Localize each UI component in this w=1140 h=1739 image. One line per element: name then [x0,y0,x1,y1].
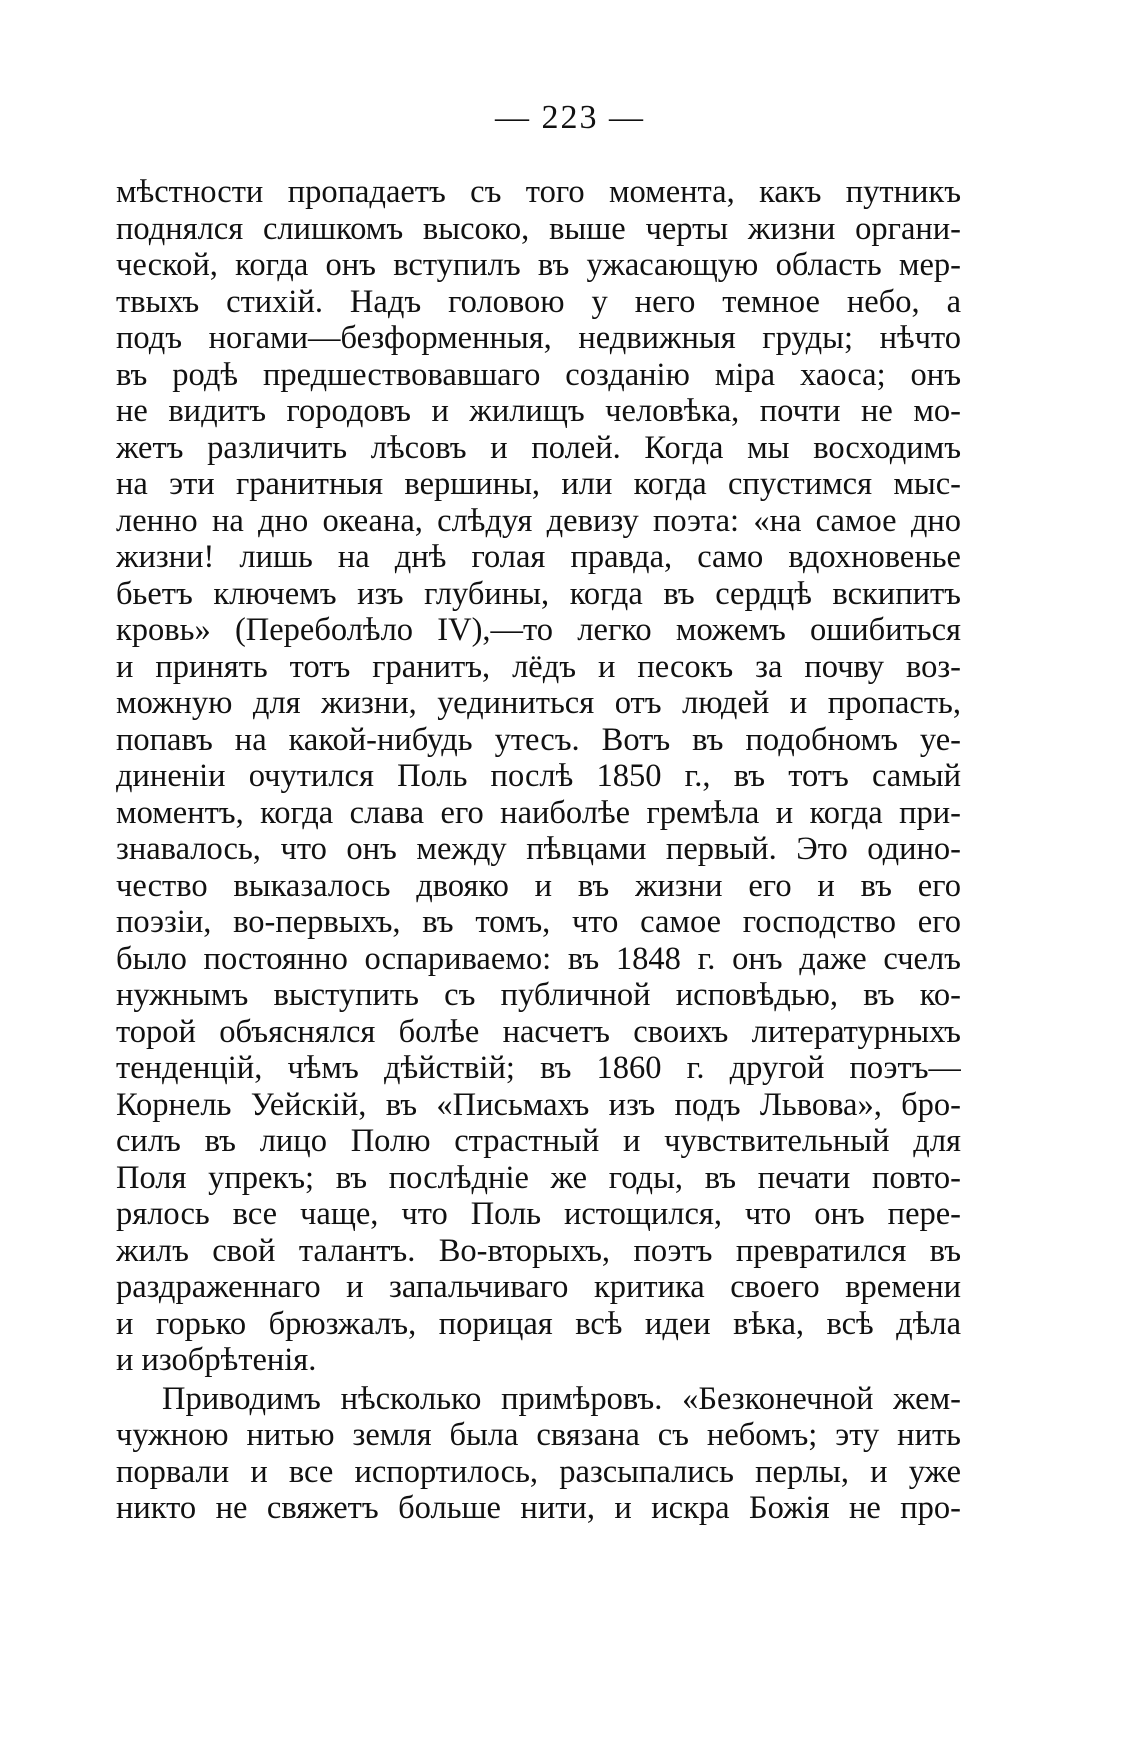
page-number: — 223 — [495,99,645,136]
text-line: ческой, когда онъ вступилъ въ ужасающую область мер- [116,247,961,283]
text-line: поднялся слишкомъ высоко, выше черты жизни органи- [116,210,961,247]
text-line: и изобрѣтенія. [116,1342,317,1378]
text-line: твыхъ стихій. Надъ головою у него темное небо, а [116,283,961,320]
text-line: раздраженнаго и запальчиваго критика своего времени [116,1269,961,1305]
text-line: поэзіи, во-первыхъ, въ томъ, что самое господство его [116,904,961,940]
text-line: бьетъ ключемъ изъ глубины, когда въ сердцѣ вскипитъ [116,575,961,612]
text-line: Корнель Уейскій, въ «Письмахъ изъ подъ Львова», бро- [116,1086,961,1123]
text-line: жизни! лишь на днѣ голая правда, само вдохновенье [116,539,961,575]
text-line: порвали и все испортилось, разсыпались перлы, и уже [116,1453,961,1490]
text-line: знавалось, что онъ между пѣвцами первый. Это одино- [116,831,961,867]
text-line: и горько брюзжалъ, порицая всѣ идеи вѣка, всѣ дѣла [116,1305,961,1342]
text-line: ленно на дно океана, слѣдуя девизу поэта: «на самое дно [116,502,961,539]
text-line: жетъ различить лѣсовъ и полей. Когда мы восходимъ [116,429,961,466]
text-line: чужною нитью земля была связана съ небомъ; эту нить [116,1417,961,1453]
text-line: въ родѣ предшествовавшаго созданію міра хаоса; онъ [116,356,961,393]
text-line: подъ ногами—безформенныя, недвижныя груды; нѣчто [116,320,961,356]
text-line: никто не свяжетъ больше нити, и искра Божія не про- [116,1490,961,1526]
text-line: Приводимъ нѣсколько примѣровъ. «Безконечной жем- [162,1380,961,1417]
text-line: торой объяснялся болѣе насчетъ своихъ литературныхъ [116,1013,961,1050]
paragraph-2 [116,1381,961,1527]
text-line: рялось все чаще, что Поль истощился, что онъ пере- [116,1196,961,1232]
text-line: было постоянно оспариваемо: въ 1848 г. онъ даже счелъ [116,940,961,977]
text-line: мѣстности пропадаетъ съ того момента, какъ путникъ [116,174,961,210]
text-line: кровь» (Переболѣло IV),—то легко можемъ ошибиться [116,612,961,648]
text-line: тенденцій, чѣмъ дѣйствій; въ 1860 г. другой поэтъ— [116,1050,961,1086]
text-line: на эти гранитныя вершины, или когда спустимся мыс- [116,466,961,502]
paragraph-1 [116,174,961,1379]
text-line: нужнымъ выступить съ публичной исповѣдью, въ ко- [116,977,961,1013]
text-line: можную для жизни, уединиться отъ людей и пропасть, [116,685,961,721]
text-line: попавъ на какой-нибудь утесъ. Вотъ въ подобномъ уе- [116,721,961,758]
text-line: моментъ, когда слава его наиболѣе гремѣла и когда при- [116,794,961,831]
text-line: и принять тотъ гранитъ, лёдъ и песокъ за почву воз- [116,648,961,685]
text-line: диненіи очутился Поль послѣ 1850 г., въ тотъ самый [116,758,961,794]
text-line: не видитъ городовъ и жилищъ человѣка, почти не мо- [116,393,961,429]
text-line: силъ въ лицо Полю страстный и чувствительный для [116,1123,961,1159]
body-text [116,174,961,1527]
text-line: чество выказалось двояко и въ жизни его и въ его [116,867,961,904]
text-line: Поля упрекъ; въ послѣдніе же годы, въ печати повто- [116,1159,961,1196]
text-line: жилъ свой талантъ. Во-вторыхъ, поэтъ превратился въ [116,1232,961,1269]
